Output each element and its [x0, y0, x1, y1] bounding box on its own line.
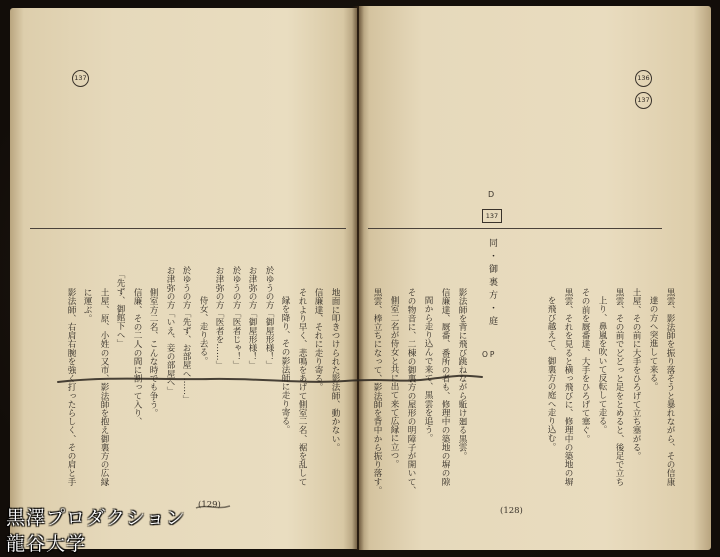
script-line: 黒雲、その前でどどっと足をとめると、後足で立ち — [614, 288, 624, 486]
script-line: それより早く、悲鳴をあげて側室二名、裾を乱して — [297, 288, 307, 486]
script-line: 黒雲、影法師を振り落そうと暴れながら、その信康 — [665, 288, 675, 486]
scene-heading-rule — [30, 228, 346, 229]
script-line: 間から走り込んで来て、黒雲を追う。 — [423, 296, 433, 443]
script-line: 土屋、その前に大手をひろげて立ち塞がる。 — [631, 288, 641, 460]
script-line: 縁を降り、その影法師に走り寄る。 — [280, 296, 290, 434]
script-line: 影法師、右肩右腕を強く打ったらしく、その肩と手 — [66, 288, 76, 486]
dialogue-line: お津弥の方「いえ、妾の部屋へ」 — [165, 266, 175, 395]
script-line: 信廉達、それに走り寄る。 — [313, 288, 323, 392]
script-line: その前を厩番達、大手をひろげて塞ぐ。 — [580, 288, 590, 443]
script-line: 土屋、原、小姓の又市、影法師を抱え御裏方の広縁 — [99, 288, 109, 486]
page-number: (128) — [500, 506, 523, 516]
script-line: 側室二名が侍女と共に出て来て広縁に立つ。 — [389, 296, 399, 468]
scene-heading: 同・御裏方・庭 — [487, 238, 497, 329]
script-line: 信廉達、厩番、番所の者も、修理中の築地の塀の隙 — [440, 288, 450, 486]
script-line: 側室方二名、こんな時でも争う。 — [148, 288, 158, 417]
watermark-university: 龍谷大学 — [6, 533, 87, 555]
script-line: 黒雲、棒立ちになって、影法師を背中から振り落す。 — [372, 288, 382, 495]
script-line: 侍女、走り去る。 — [198, 296, 208, 365]
script-line: 黒雲、それを見ると横っ飛びに、修理中の築地の塀 — [563, 288, 573, 486]
script-line: 信廉、その二人の間に割って入り、 — [132, 288, 142, 426]
page-circle-number: 136 — [635, 70, 652, 87]
scene-heading-rule — [368, 228, 662, 229]
scene-number-box: 137 — [482, 209, 502, 223]
dialogue-line: お津弥の方「医者を……」 — [214, 266, 224, 370]
dialogue-line: 於ゆうの方「医者じゃ！」 — [231, 266, 241, 370]
dialogue-line: 於ゆうの方「御屋形様！」 — [264, 266, 274, 370]
script-line: を飛び越えて、御裏方の庭へ走り込む。 — [546, 296, 556, 451]
scene-tag: OP — [482, 350, 497, 359]
script-line: 達の方へ突進して来る。 — [648, 296, 658, 391]
page-circle-number: 137 — [72, 70, 89, 87]
page-number: (129) — [198, 500, 221, 510]
script-line: 上り、鼻嵐を吹いて反転して走る。 — [597, 296, 607, 434]
script-line: 地面に叩きつけられた影法師、動かない。 — [330, 288, 340, 452]
script-line: に運ぶ。 — [82, 288, 92, 323]
dialogue-line: 於ゆうの方「先ず、お部屋へ……」 — [181, 266, 191, 404]
page-circle-number: 137 — [635, 92, 652, 109]
book-gutter — [352, 6, 364, 550]
script-line: その物音に、二棟の御裏方の屋形の明障子が開いて、 — [406, 288, 416, 495]
watermark-production: 黒澤プロダクション — [6, 507, 186, 529]
dialogue-line: お津弥の方「御屋形様！」 — [247, 266, 257, 370]
dialogue-line: 「先ず、御館下へ」 — [115, 270, 125, 348]
scene-mark: D — [488, 190, 495, 199]
script-line: 影法師を背に飛び跳ねながら駈け廻る黒雲。 — [457, 288, 467, 460]
